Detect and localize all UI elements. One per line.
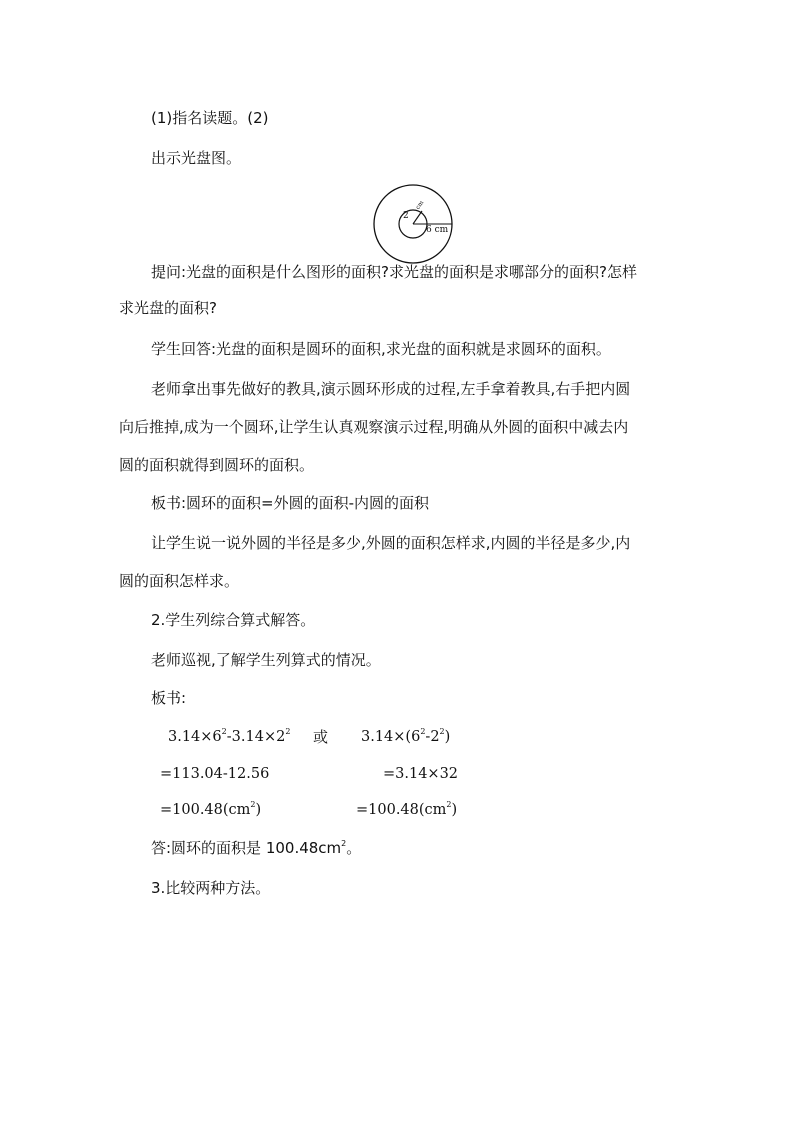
math-or: 或 (313, 728, 329, 746)
paragraph-student-answer: 学生回答:光盘的面积是圆环的面积,求光盘的面积就是求圆环的面积。 (151, 340, 611, 358)
math-right-row-1: $3.14\times(6^2-2^2)$ (361, 727, 451, 745)
paragraph-teacher-demo: 老师拿出事先做好的教具,演示圆环形成的过程,左手拿着教具,右手把内圆 (151, 380, 631, 398)
math-right-row-2: =3.14×32 (383, 766, 459, 782)
paragraph-teacher-demo-2: 向后推掉,成为一个圆环,让学生认真观察演示过程,明确从外圆的面积中减去内 (119, 418, 629, 436)
paragraph-question: 提问:光盘的面积是什么图形的面积?求光盘的面积是求哪部分的面积?怎样 (151, 263, 637, 281)
paragraph-step-2: 2.学生列综合算式解答。 (151, 611, 316, 629)
paragraph-board-label: 板书: (151, 689, 187, 707)
paragraph-read-problem: (1)指名读题。(2) (151, 109, 269, 127)
paragraph-answer: 答:圆环的面积是 $100.48cm^2$。 (151, 839, 362, 857)
math-left-row-2: =113.04-12.56 (160, 766, 270, 782)
outer-radius-label: 6 cm (426, 225, 449, 235)
paragraph-step-3: 3.比较两种方法。 (151, 879, 271, 897)
paragraph-teacher-demo-3: 圆的面积就得到圆环的面积。 (119, 456, 315, 474)
paragraph-show-disc: 出示光盘图。 (151, 149, 242, 167)
paragraph-students-explain: 让学生说一说外圆的半径是多少,外圆的面积怎样求,内圆的半径是多少,内 (151, 534, 631, 552)
math-left-row-1: $3.14\times 6^2-3.14\times 2^2$ (168, 727, 291, 745)
math-left-row-3: $=100.48(cm^2)$ (160, 800, 262, 818)
inner-radius-line (413, 211, 422, 224)
inner-radius-label: 2 (403, 211, 409, 221)
inner-radius-unit: cm (414, 199, 426, 211)
disc-figure (371, 182, 455, 266)
paragraph-students-explain-2: 圆的面积怎样求。 (119, 572, 240, 590)
paragraph-teacher-patrol: 老师巡视,了解学生列算式的情况。 (151, 651, 381, 669)
paragraph-question-cont: 求光盘的面积? (119, 299, 217, 317)
math-right-row-3: $=100.48(cm^2)$ (356, 800, 458, 818)
paragraph-board-formula: 板书:圆环的面积=外圆的面积-内圆的面积 (151, 494, 430, 512)
